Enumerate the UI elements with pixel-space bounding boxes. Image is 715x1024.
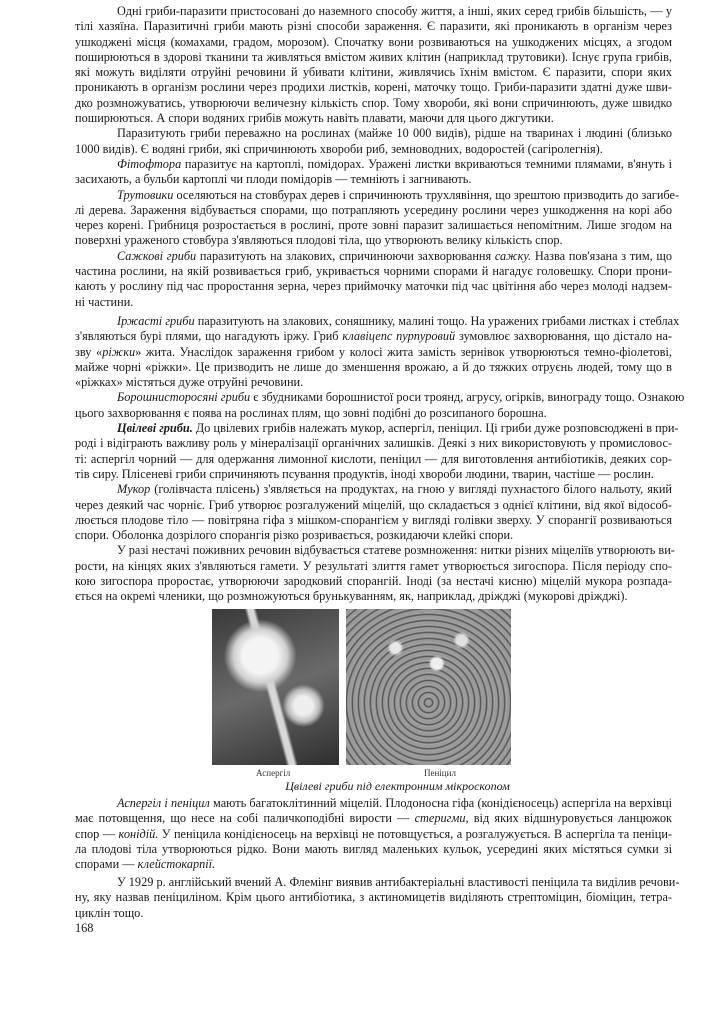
text-run: «ріжках» містяться дуже отруйні речовини. (75, 375, 304, 390)
text-line (75, 157, 672, 172)
text-line (75, 4, 672, 19)
text-run: проникають в організм рослини через продихи листків, корені, маточку тощо. Гриби-паразити здатні дуже шви- (75, 80, 672, 95)
text-line (75, 906, 672, 921)
text-line (75, 314, 680, 329)
text-run: майже чорні «ріжки». Це призводить не лише до зменшення врожаю, а й до тяжких отруєнь людей, тому що в (75, 359, 672, 374)
text-run: тів сиру. Плісеневі гриби спричиняють псування продуктів, іноді хвороби людини, тварин, частіше — рослин. (75, 466, 654, 481)
text-run: поширюються в здорові тканини та живляться вмістом живих клітин (наприклад трутовики). Існує група грибів, (75, 49, 672, 64)
text-run: має потовщення, що несе на собі паличкоподібні вирости — (75, 811, 415, 826)
bold-heading: Цвілеві гриби. (117, 421, 193, 436)
text-line (75, 50, 672, 65)
text-line (75, 436, 672, 451)
text-run: У пеніцила конідієносець на верхівці не потовщується, а розгалужується. В аспергіла та пеніци- (158, 826, 673, 841)
text-line (75, 111, 672, 126)
text-run: зву « (75, 344, 103, 359)
text-run: 1000 видів). Є водяні гриби, які спричинюють хвороби риб, земноводних, водоростей (сагіролегнія). (75, 141, 603, 156)
text-line (75, 126, 672, 141)
text-run: Паразитують гриби переважно на рослинах (майже 10 000 видів), рідше на тваринах і людині (близько (117, 126, 672, 141)
text-section-aspergillus-penicillium (75, 796, 672, 872)
italic-term: сажку. (494, 248, 532, 263)
text-run: паразитує на картоплі, помідорах. Уражені листки вкриваються темними плямами, в'януть і (181, 156, 672, 171)
text-run: тілі хазяїна. Паразитичні гриби мають різні способи зараження. Є паразити, які проникають в організм через (75, 19, 672, 34)
italic-term: клавіцепс пурпуровий (342, 329, 456, 344)
text-run: До цвілевих грибів належать мукор, аспергіл, пеніцил. Ці гриби дуже розповсюджені в при- (192, 421, 679, 436)
text-run: » жита. Унаслідок зараження грибом у колосі жита замість зернівок утворюються темно-фіолетові, (135, 344, 672, 359)
text-run: У 1929 р. англійський вчений А. Флемінг виявив антибактеріальні властивості пеніцила та виділив речови- (117, 875, 680, 889)
text-run: спор — (75, 826, 119, 841)
text-run: рости, на кінцях яких з'являються гамети. У результаті злиття гамет утворюється зигоспора. Після періоду спо- (75, 558, 672, 573)
text-run: паразитують на злакових, спричинюючи захворювання (196, 248, 495, 263)
aspergillus-photo (212, 609, 339, 765)
italic-term: Аспергіл і пеніцил (117, 796, 210, 810)
italic-term: Сажкові гриби (117, 248, 197, 263)
italic-term: клейстокарпії. (137, 857, 216, 872)
text-line (75, 857, 672, 872)
text-line (75, 360, 672, 375)
text-line (75, 890, 672, 905)
text-run: ті: аспергіл чорний — для одержання лимонної кислоти, пеніцил — для виготовлення антибіотиків, деяких сор- (75, 451, 672, 466)
aspergillus-label: Аспергіл (256, 768, 291, 778)
figure-mold-fungi (212, 609, 512, 767)
italic-term: конідій. (118, 826, 159, 841)
text-run: з'являються бурі плями, що нагадують іржу. Гриб (75, 329, 343, 344)
text-line (75, 233, 672, 248)
text-run: ні частини. (75, 294, 134, 309)
italic-term: Фітофтора (117, 156, 182, 171)
text-line (75, 513, 672, 528)
text-section-rust-and-mold (75, 314, 685, 605)
text-line (75, 390, 685, 405)
text-run: ється на окремі членики, що розмножуються брунькуванням, як, наприклад, дріжджі (мукорові дріжджі). (75, 589, 628, 604)
text-run: спори. Оболонка дозрілого спорангія різко розривається, розкидаючи клейкі спори. (75, 528, 514, 543)
text-run: засихають, а бульби картоплі чи плоди помідорів — темніють і загнивають. (75, 172, 472, 187)
text-line (75, 842, 672, 857)
penicillium-label: Пеніцил (424, 768, 456, 778)
text-line (75, 574, 672, 589)
text-line (75, 172, 672, 187)
text-run: Назва пов'язана з тим, що (531, 248, 673, 263)
text-line (75, 295, 672, 310)
text-run: У разі нестачі поживних речовин відбувається статеве розмноження: нитки різних міцеліїв утворюють ви- (117, 543, 675, 558)
text-line (75, 589, 672, 604)
text-line (75, 96, 672, 111)
text-run: спорами — (75, 857, 138, 872)
text-line (75, 406, 672, 421)
text-run: циклін тощо. (75, 905, 144, 920)
text-run: мають багатоклітинний міцелій. Плодоносна гіфа (конідієносець) аспергіла на верхівці (209, 796, 672, 810)
text-run: кою зигоспора проростає, утворюючи зародковий спорангій. Іноді (за нестачі кисню) міцелій мукора розпада- (75, 574, 672, 589)
text-run: оселяються на стовбурах дерев і спричинюють трухлявіння, що зрештою призводить до загибе- (173, 187, 680, 202)
text-line (75, 65, 672, 80)
text-run: роді і відіграють важливу роль у мінералізації органічних залишків. Деякі з них використовують у промисловос- (75, 436, 672, 451)
text-run: ну, яку назвав пеніциліном. Крім цього антибіотика, з актиномицетів виділяють стрептоміцин, біоміцин, тетра- (75, 890, 672, 905)
text-section-fleming (75, 875, 680, 921)
text-run: цього захворювання є поява на рослинах плям, що зовні подібні до розсипаного борошна. (75, 405, 547, 420)
italic-term: Трутовики (117, 187, 174, 202)
text-run: лі дерева. Зараження відбувається спорами, що потрапляють усередину рослини через ушкодження на корі або (75, 202, 672, 217)
text-run: через деякий час чорніє. Гриб утворює розгалужений міцелій, що складається з однієї клітини, від якої відособ- (75, 497, 672, 512)
text-line (75, 482, 672, 497)
text-line (75, 264, 672, 279)
text-run: дко розмножуватись, утворюючи величезну кількість спор. Тому хвороби, які вони спричинюють, дуже швидко (75, 95, 672, 110)
text-line (75, 329, 672, 344)
text-run: зумовлює захворювання, що дістало на- (455, 329, 672, 344)
text-run: від яких відшнуровується ланцюжок (468, 811, 672, 826)
penicillium-photo (346, 609, 511, 765)
text-line (75, 467, 672, 482)
text-line (75, 345, 672, 360)
text-run: є збудниками борошнистої роси троянд, агрусу, огірків, винограду тощо. Ознакою (250, 390, 685, 405)
text-run: через корені. Грибниця розростається в рослині, проте зовні паразит залишається непомітним. Лише згодом на (75, 218, 672, 233)
text-section-parasitic-fungi (75, 4, 680, 310)
text-line (75, 218, 672, 233)
text-line (75, 498, 672, 513)
text-line (75, 811, 672, 826)
text-line (75, 187, 680, 203)
text-line (75, 796, 672, 811)
text-run: (голівчаста плісень) з'являється на продуктах, на гною у вигляді пухнастого білого нальоту, який (150, 482, 672, 497)
text-line (75, 452, 672, 467)
text-run: паразитують на злакових, соняшнику, малині тощо. На уражених грибами листках і стеблах (194, 314, 680, 328)
italic-term: Іржасті гриби (117, 314, 195, 328)
text-line (75, 203, 672, 218)
text-line (75, 875, 680, 890)
text-line (75, 142, 672, 157)
text-line (75, 543, 675, 558)
text-line (75, 35, 672, 50)
italic-term: Мукор (117, 482, 151, 497)
text-line (75, 80, 672, 95)
page-number: 168 (75, 921, 94, 935)
text-line (75, 279, 672, 294)
italic-term: стеригми, (414, 811, 469, 826)
text-line (75, 559, 672, 574)
text-line (75, 827, 672, 842)
text-run: поверхні ураженого стовбура з'являються плодові тіла, що утворюють велику кількість спор. (75, 233, 563, 248)
italic-term: ріжки (102, 344, 136, 359)
text-line (75, 375, 672, 390)
text-line (75, 19, 672, 34)
text-run: які можуть виділяти отруйні речовини й убивати клітини, живлячись їхнім вмістом. Є паразити, спори яких (75, 65, 672, 80)
text-line (75, 528, 672, 543)
italic-term: Борошнисторосяні гриби (117, 390, 251, 405)
figure-caption: Цвілеві гриби під електронним мікроскопом (285, 779, 510, 793)
text-line (75, 421, 679, 436)
text-run: ушкоджені місця (комахами, градом, морозом). Спочатку вони розвиваються на ушкоджених місцях, а згодом (75, 34, 672, 49)
text-run: Одні гриби-паразити пристосовані до наземного способу життя, а інші, яких серед грибів більшість, — у (117, 4, 672, 18)
text-run: поширюються. А спори водяних грибів можуть навіть плавати, маючи для цього джгутики. (75, 111, 554, 126)
text-run: люється плодове тіло — повітряна гіфа з мішком-спорангієм у вигляді голівки зверху. У спорангії розвиваються (75, 512, 672, 527)
text-run: частина рослини, на якій розвивається гриб, укривається чорними спорами й нагадує головешку. Спори прони- (75, 264, 672, 279)
text-line (75, 249, 672, 264)
text-run: кають у рослину під час проростання зерна, через приймочку маточки під час цвітіння або через молоді надзем- (75, 279, 672, 294)
text-run: ла плодові тіла утворюються рідко. Вони мають вигляд маленьких кульок, усередині яких містяться сумки зі (75, 841, 672, 856)
